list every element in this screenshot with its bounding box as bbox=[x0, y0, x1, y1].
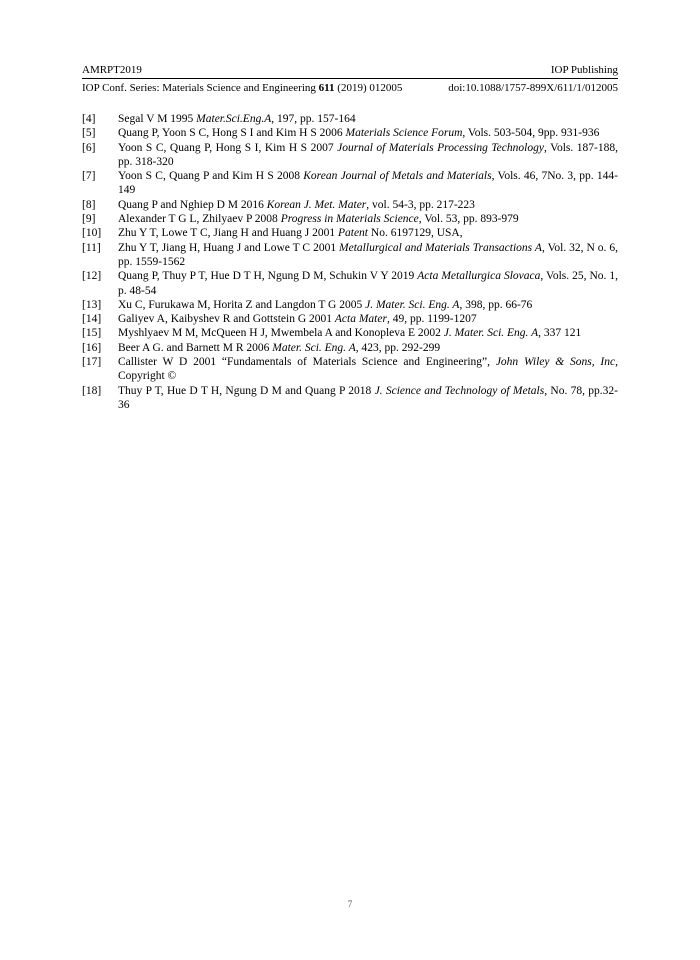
reference-number: [16] bbox=[82, 341, 102, 354]
reference-number: [8] bbox=[82, 198, 96, 211]
reference-item bbox=[82, 212, 618, 226]
reference-item bbox=[82, 298, 618, 312]
reference-number: [12] bbox=[82, 270, 102, 283]
journal-volume: 611 bbox=[318, 82, 335, 94]
reference-text: Thuy P T, Hue D T H, Ngung D M and Quang P 2018 J. Science and Technology of Metals, No. 78, pp.32-36 bbox=[118, 384, 619, 411]
reference-item bbox=[82, 169, 618, 198]
journal-reference bbox=[82, 81, 402, 95]
reference-item bbox=[82, 241, 618, 270]
reference-text: Galiyev A, Kaibyshev R and Gottstein G 2001 Acta Mater, 49, pp. 1199-1207 bbox=[118, 313, 477, 326]
page-footer bbox=[0, 899, 700, 909]
reference-text: Yoon S C, Quang P and Kim H S 2008 Korean Journal of Metals and Materials, Vols. 46, 7No. 3, pp. 144-149 bbox=[118, 170, 619, 197]
doi-label: doi:10.1088/1757-899X/611/1/012005 bbox=[448, 82, 618, 94]
reference-text: Zhu Y T, Jiang H, Huang J and Lowe T C 2001 Metallurgical and Materials Transactions A, Vol. 32, N o. 6, pp. 1559-1562 bbox=[118, 241, 618, 268]
reference-number: [9] bbox=[82, 213, 96, 226]
reference-number: [13] bbox=[82, 298, 102, 311]
reference-text: Alexander T G L, Zhilyaev P 2008 Progress in Materials Science, Vol. 53, pp. 893-979 bbox=[118, 213, 519, 226]
reference-number: [15] bbox=[82, 327, 102, 340]
reference-list bbox=[82, 112, 618, 412]
reference-text: Quang P and Nghiep D M 2016 Korean J. Met. Mater, vol. 54-3, pp. 217-223 bbox=[118, 198, 475, 211]
reference-number: [11] bbox=[82, 241, 101, 254]
reference-text: Quang P, Yoon S C, Hong S I and Kim H S 2006 Materials Science Forum, Vols. 503-504, 9pp. 931-936 bbox=[118, 127, 600, 140]
reference-item bbox=[82, 341, 618, 355]
reference-item bbox=[82, 326, 618, 340]
reference-item bbox=[82, 355, 618, 384]
reference-text: Beer A G. and Barnett M R 2006 Mater. Sci. Eng. A, 423, pp. 292-299 bbox=[118, 341, 441, 354]
page-header bbox=[82, 63, 618, 95]
reference-item bbox=[82, 126, 618, 140]
reference-text: Zhu Y T, Lowe T C, Jiang H and Huang J 2001 Patent No. 6197129, USA, bbox=[118, 227, 463, 240]
publisher-label: IOP Publishing bbox=[550, 64, 618, 76]
reference-number: [17] bbox=[82, 356, 102, 369]
header-rule bbox=[82, 78, 618, 79]
reference-number: [14] bbox=[82, 313, 102, 326]
reference-text: Myshlyaev M M, McQueen H J, Mwembela A and Konopleva E 2002 J. Mater. Sci. Eng. A, 337 121 bbox=[118, 327, 582, 340]
reference-item bbox=[82, 112, 618, 126]
reference-text: Yoon S C, Quang P, Hong S I, Kim H S 2007 Journal of Materials Processing Technology, Vols. 187-188, pp. 318-320 bbox=[118, 141, 618, 168]
reference-number: [18] bbox=[82, 384, 102, 397]
reference-item bbox=[82, 226, 618, 240]
reference-text: Xu C, Furukawa M, Horita Z and Langdon T G 2005 J. Mater. Sci. Eng. A, 398, pp. 66-76 bbox=[118, 298, 533, 311]
reference-number: [10] bbox=[82, 227, 102, 240]
header-row-top bbox=[82, 63, 618, 77]
reference-item bbox=[82, 198, 618, 212]
page-number: 7 bbox=[347, 899, 353, 909]
reference-item bbox=[82, 384, 618, 413]
reference-text: Segal V M 1995 Mater.Sci.Eng.A, 197, pp. 157-164 bbox=[118, 113, 356, 125]
reference-number: [4] bbox=[82, 113, 96, 125]
reference-number: [7] bbox=[82, 170, 96, 183]
reference-text: Quang P, Thuy P T, Hue D T H, Ngung D M, Schukin V Y 2019 Acta Metallurgica Slovaca, Vols. 25, No. 1, p. 48-54 bbox=[118, 270, 618, 297]
reference-number: [6] bbox=[82, 141, 96, 154]
journal-reference-prefix: IOP Conf. Series: Materials Science and Engineering bbox=[82, 82, 319, 94]
reference-item bbox=[82, 269, 618, 298]
journal-reference-suffix: (2019) 012005 bbox=[334, 82, 403, 94]
reference-text: Callister W D 2001 “Fundamentals of Materials Science and Engineering”, John Wiley & Sons, Inc, Copyright © bbox=[118, 356, 618, 383]
reference-item bbox=[82, 141, 618, 170]
running-head: AMRPT2019 bbox=[82, 64, 142, 76]
reference-number: [5] bbox=[82, 127, 96, 140]
header-row-journal bbox=[82, 81, 618, 95]
reference-item bbox=[82, 312, 618, 326]
